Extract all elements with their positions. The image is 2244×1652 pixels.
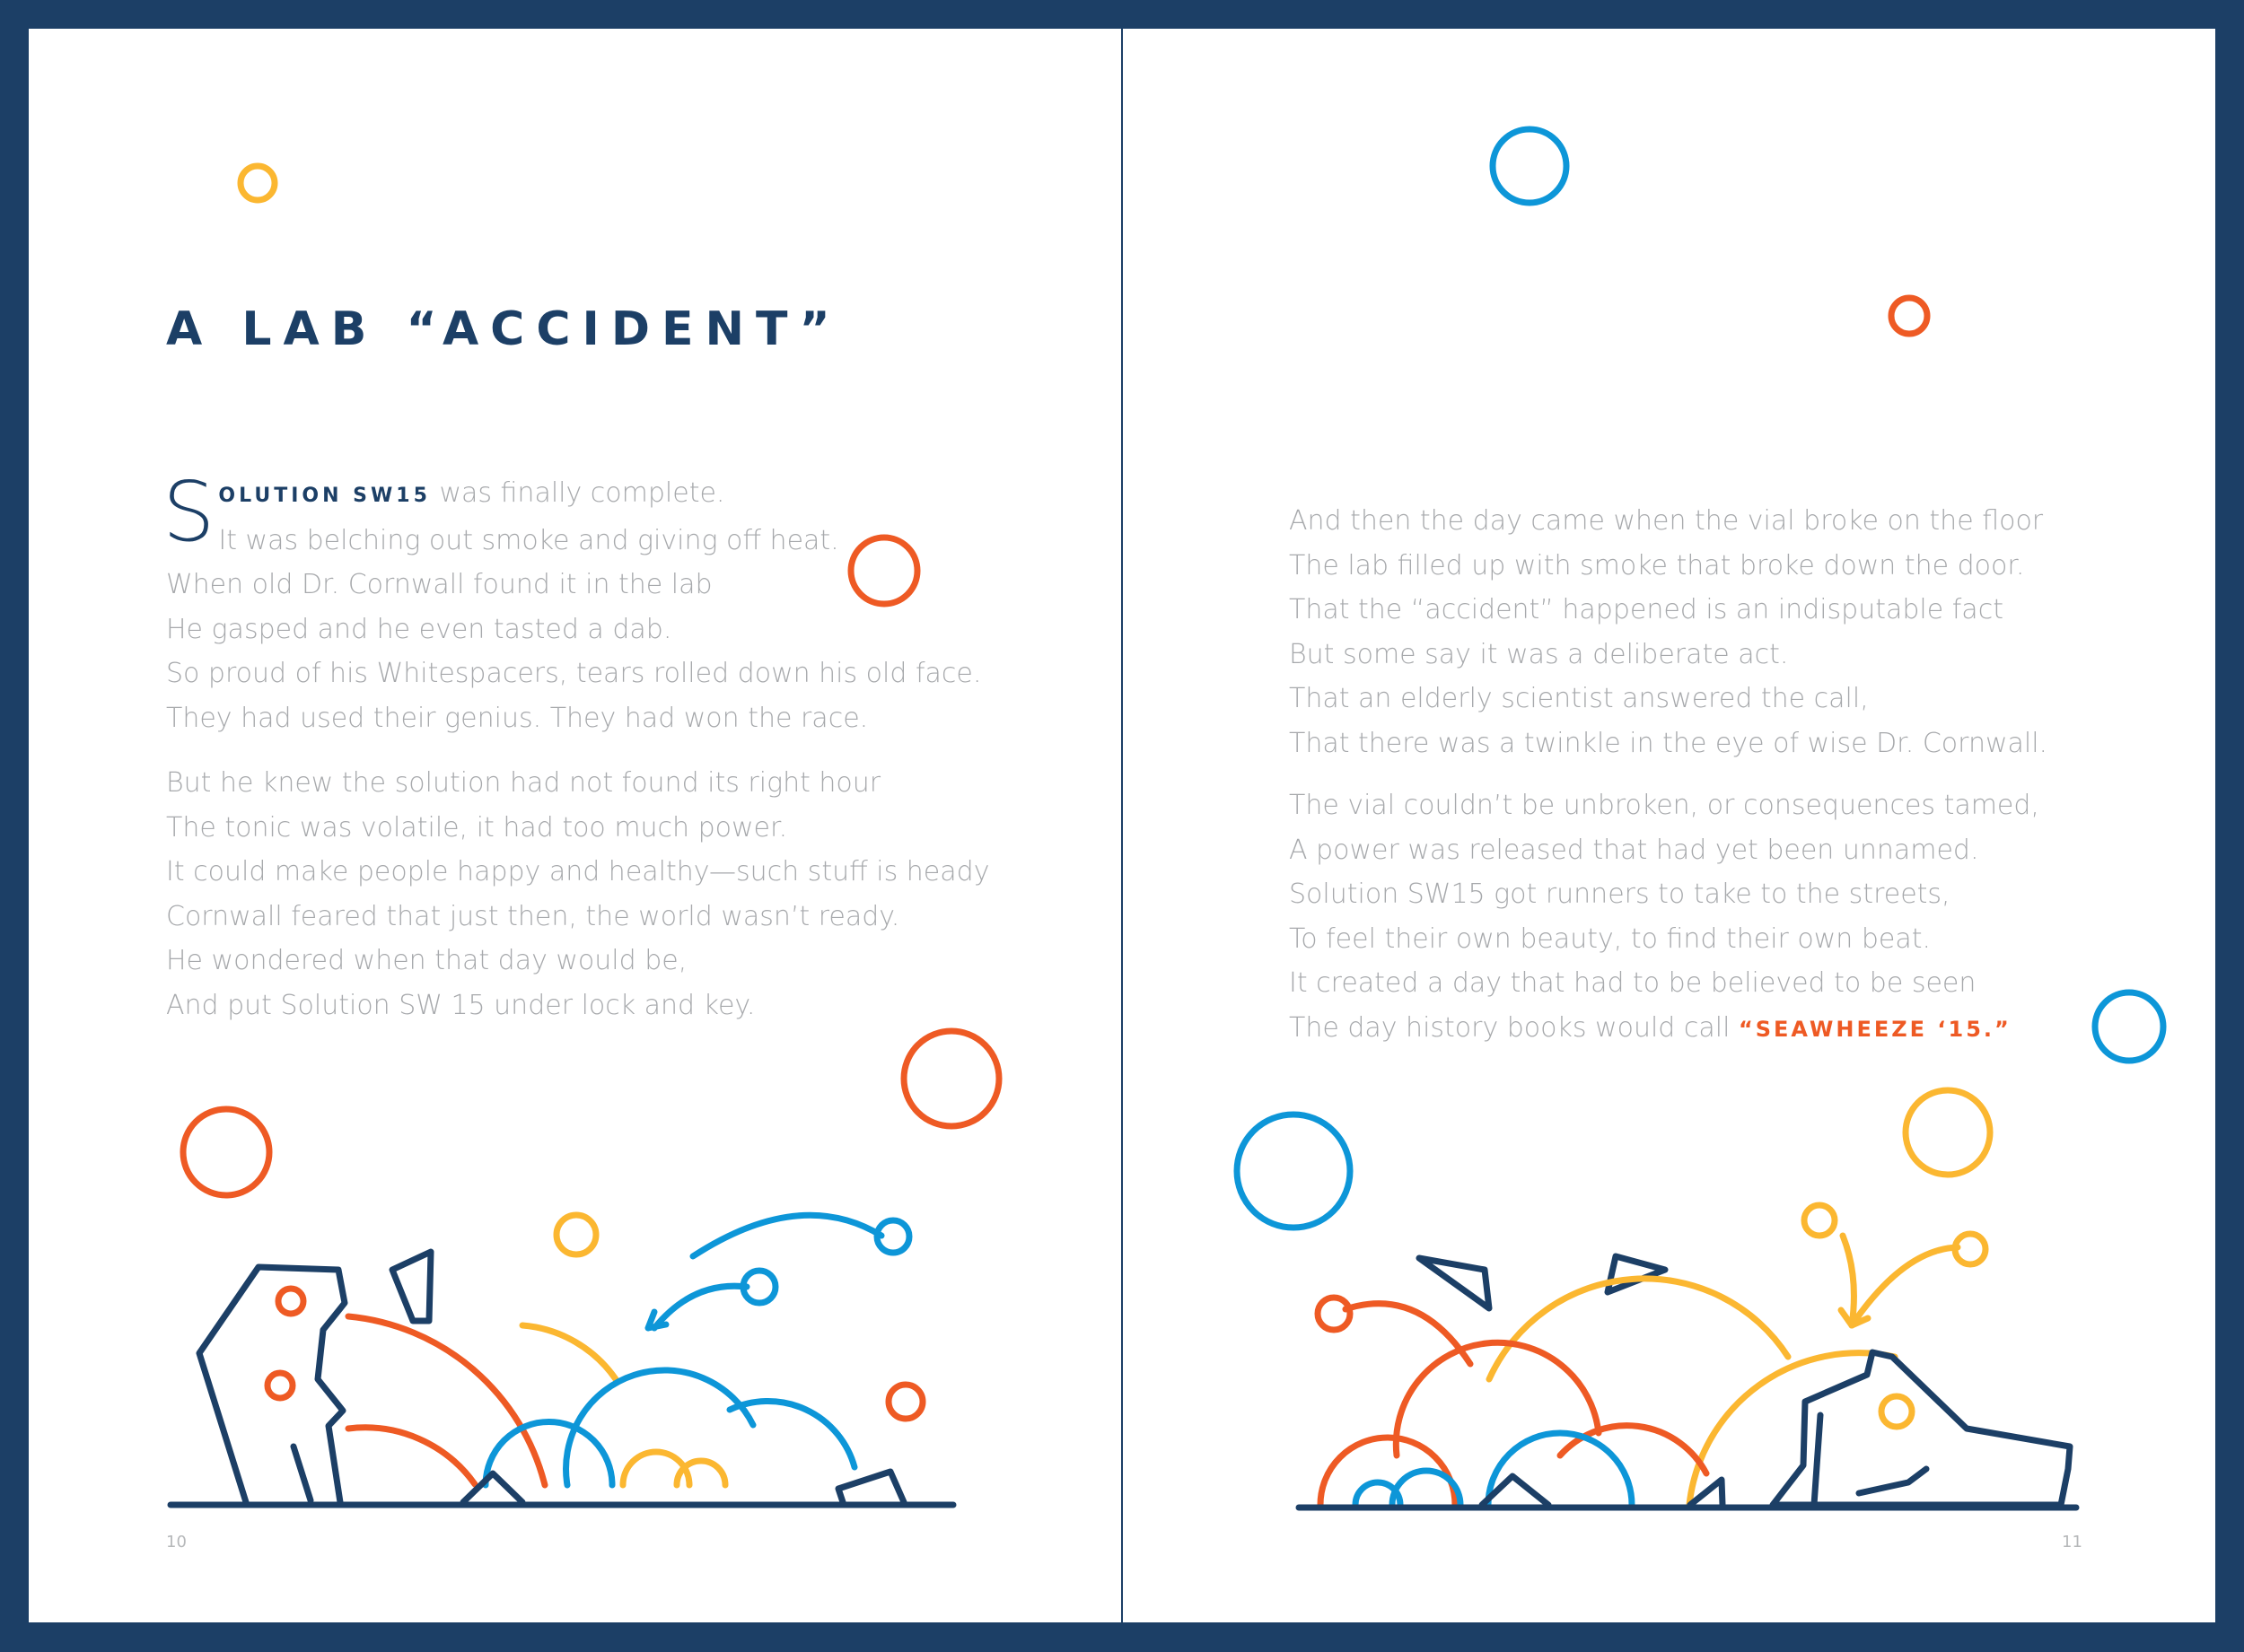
last-line-text: The day history books would call bbox=[1289, 1011, 1739, 1044]
poem-line: A power was released that had yet been unnamed. bbox=[1289, 834, 1979, 866]
poem-line: was finally complete. bbox=[430, 477, 725, 509]
vial-cap-shard bbox=[392, 1252, 431, 1321]
poem-line: It was belching out smoke and giving off heat. bbox=[218, 524, 839, 556]
poem-line: The tonic was volatile, it had too much power. bbox=[166, 811, 788, 843]
left-page bbox=[29, 29, 1121, 1622]
yellow-bubble bbox=[1804, 1205, 1835, 1236]
poem-line: He gasped and he even tasted a dab. bbox=[166, 613, 672, 645]
blue-spark-arc bbox=[693, 1215, 881, 1256]
yellow-bubble bbox=[1906, 1090, 1990, 1175]
poem-stanza-3 bbox=[1289, 499, 2047, 765]
poem-stanza-1 bbox=[162, 464, 982, 740]
poem-line: But some say it was a deliberate act. bbox=[1289, 638, 1789, 670]
poem-line: When old Dr. Cornwall found it in the lab bbox=[166, 569, 713, 600]
blue-spark-arc bbox=[654, 1286, 747, 1328]
blue-smoke-arc bbox=[486, 1422, 612, 1486]
poem-line: And then the day came when the vial broke on the floor bbox=[1289, 505, 2044, 537]
glass-shard bbox=[1608, 1256, 1665, 1292]
orange-smoke-arc bbox=[348, 1428, 475, 1484]
orange-bubble bbox=[267, 1373, 293, 1398]
orange-bubble bbox=[904, 1031, 999, 1126]
poem-line: It could make people happy and healthy—such stuff is heady bbox=[166, 856, 990, 887]
poem-line: It created a day that had to be believed to be seen bbox=[1289, 967, 1977, 999]
orange-bubble bbox=[1891, 298, 1927, 334]
poem-stanza-4 bbox=[1289, 783, 2039, 1052]
rock bbox=[838, 1472, 904, 1502]
yellow-spark-arc bbox=[1852, 1247, 1958, 1325]
blue-smoke-arc bbox=[566, 1370, 753, 1485]
poem-stanza-2 bbox=[166, 761, 989, 1027]
page-number: 10 bbox=[166, 1533, 187, 1551]
orange-smoke-arc bbox=[348, 1316, 545, 1485]
poem-line: That the “accident” happened is an indisputable fact bbox=[1289, 594, 2003, 625]
poem-line: The lab filled up with smoke that broke down the door. bbox=[1289, 549, 2025, 581]
poem-line: That an elderly scientist answered the call, bbox=[1289, 683, 1869, 714]
poem-line: That there was a twinkle in the eye of wise Dr. Cornwall. bbox=[1289, 727, 2048, 759]
yellow-bubble bbox=[241, 166, 275, 200]
poem-line: He wondered when that day would be, bbox=[166, 945, 688, 976]
page-title: A LAB “ACCIDENT” bbox=[166, 302, 842, 356]
yellow-bubble bbox=[557, 1215, 596, 1254]
vial-inner-line bbox=[294, 1447, 311, 1500]
vial-outline bbox=[199, 1267, 345, 1502]
poem-last-line bbox=[1289, 1006, 2039, 1053]
orange-bubble bbox=[183, 1109, 269, 1195]
poem-line: So proud of his Whitespacers, tears rolled down his old face. bbox=[166, 658, 982, 689]
poem-line: They had used their genius. They had won the race. bbox=[166, 702, 869, 734]
yellow-smoke-arc bbox=[1489, 1279, 1788, 1379]
glass-shard bbox=[1419, 1258, 1489, 1308]
blue-bubble bbox=[1493, 129, 1566, 203]
poem-line: But he knew the solution had not found its right hour bbox=[166, 767, 881, 799]
blue-bubble bbox=[1237, 1114, 1350, 1228]
blue-bubble bbox=[2095, 992, 2163, 1061]
seawheeze-highlight: “SEAWHEEZE ‘15.” bbox=[1738, 1016, 2012, 1042]
drop-cap: S bbox=[162, 464, 215, 560]
poem-line: The vial couldn’t be unbroken, or consequences tamed, bbox=[1289, 790, 2039, 821]
blue-smoke-arc bbox=[1488, 1433, 1632, 1505]
page-number: 11 bbox=[2062, 1533, 2082, 1551]
orange-bubble bbox=[278, 1289, 303, 1314]
orange-bubble bbox=[889, 1385, 923, 1419]
poem-line: And put Solution SW 15 under lock and key. bbox=[166, 989, 756, 1021]
yellow-smoke-arc bbox=[522, 1325, 616, 1379]
orange-bubble bbox=[1318, 1298, 1350, 1330]
poem-line: Solution SW15 got runners to take to the streets, bbox=[1289, 878, 1950, 910]
poem-line: To feel their own beauty, to find their own beat. bbox=[1289, 922, 1932, 955]
right-page bbox=[1123, 29, 2215, 1622]
poem-line: Cornwall feared that just then, the world wasn’t ready. bbox=[166, 900, 900, 932]
orange-smoke-arc bbox=[1560, 1426, 1706, 1473]
lead-in: OLUTION SW15 bbox=[218, 485, 431, 507]
